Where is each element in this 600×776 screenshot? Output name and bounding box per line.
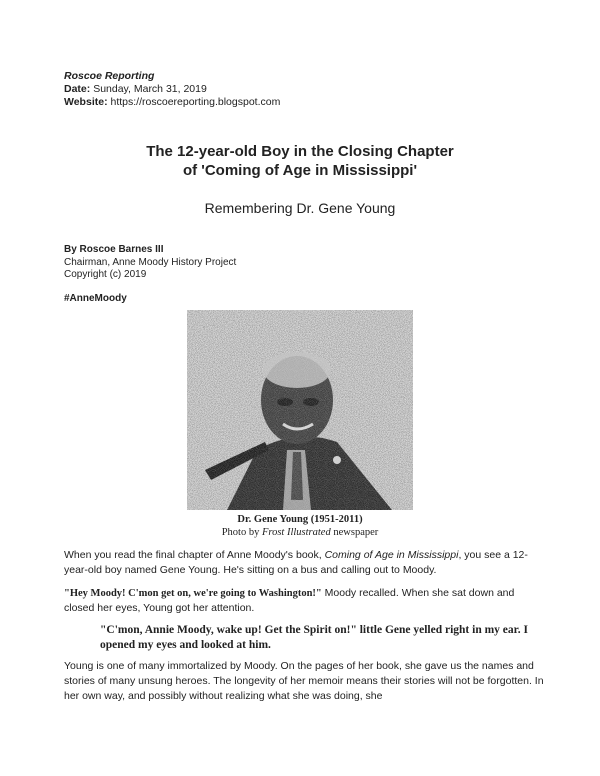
block-quote: "C'mon, Annie Moody, wake up! Get the Spirit on!" little Gene yelled right in my ear. I opened my eyes and looked at him. (100, 624, 528, 651)
book-title: Coming of Age in Mississippi (324, 549, 459, 561)
credit-source: Frost Illustrated (261, 527, 331, 538)
p1-start: When you read the final chapter of Anne Moody's book, (64, 549, 322, 561)
hashtag: #AnneMoody (64, 293, 127, 304)
byline (64, 244, 236, 282)
paragraph-1 (64, 548, 544, 578)
caption-credit (0, 526, 600, 539)
author-name: By Roscoe Barnes III (64, 244, 164, 255)
credit-suffix: newspaper (333, 527, 379, 538)
article-metadata (64, 70, 280, 109)
photo-caption (0, 513, 600, 539)
portrait-photo (187, 310, 413, 510)
website-link[interactable]: https://roscoereporting.blogspot.com (110, 96, 281, 108)
title-line-2: of 'Coming of Age in Mississippi' (182, 162, 418, 179)
date-value: Sunday, March 31, 2019 (93, 83, 207, 95)
copyright-notice: Copyright (c) 2019 (64, 269, 147, 280)
publication-name: Roscoe Reporting (64, 70, 155, 82)
article-subtitle: Remembering Dr. Gene Young (204, 200, 396, 216)
date-line (64, 83, 280, 96)
paragraph-2 (64, 586, 544, 616)
title-line-1: The 12-year-old Boy in the Closing Chapter (146, 143, 454, 160)
website-label: Website: (64, 96, 108, 108)
credit-prefix: Photo by (221, 527, 260, 538)
website-line (64, 96, 280, 109)
article-title (0, 142, 600, 180)
date-label: Date: (64, 83, 91, 95)
p2-quote: "Hey Moody! C'mon get on, we're going to Washington!" (64, 588, 322, 599)
caption-name: Dr. Gene Young (1951-2011) (237, 514, 363, 525)
author-role: Chairman, Anne Moody History Project (64, 256, 237, 268)
p1-end: , you see a 12-year-old boy named Gene Young. He's sitting on a bus and calling out to Moody. (64, 549, 528, 576)
paragraph-3: Young is one of many immortalized by Moody. On the pages of her book, she gave us the names and stories of many unsung heroes. The longevity of her memoir means their stories will not be forgotten. In her own way, and possibly without realizing what she was doing, she (64, 660, 544, 702)
p2-rest: Moody recalled. When she sat down and closed her eyes, Young got her attention. (64, 587, 515, 614)
